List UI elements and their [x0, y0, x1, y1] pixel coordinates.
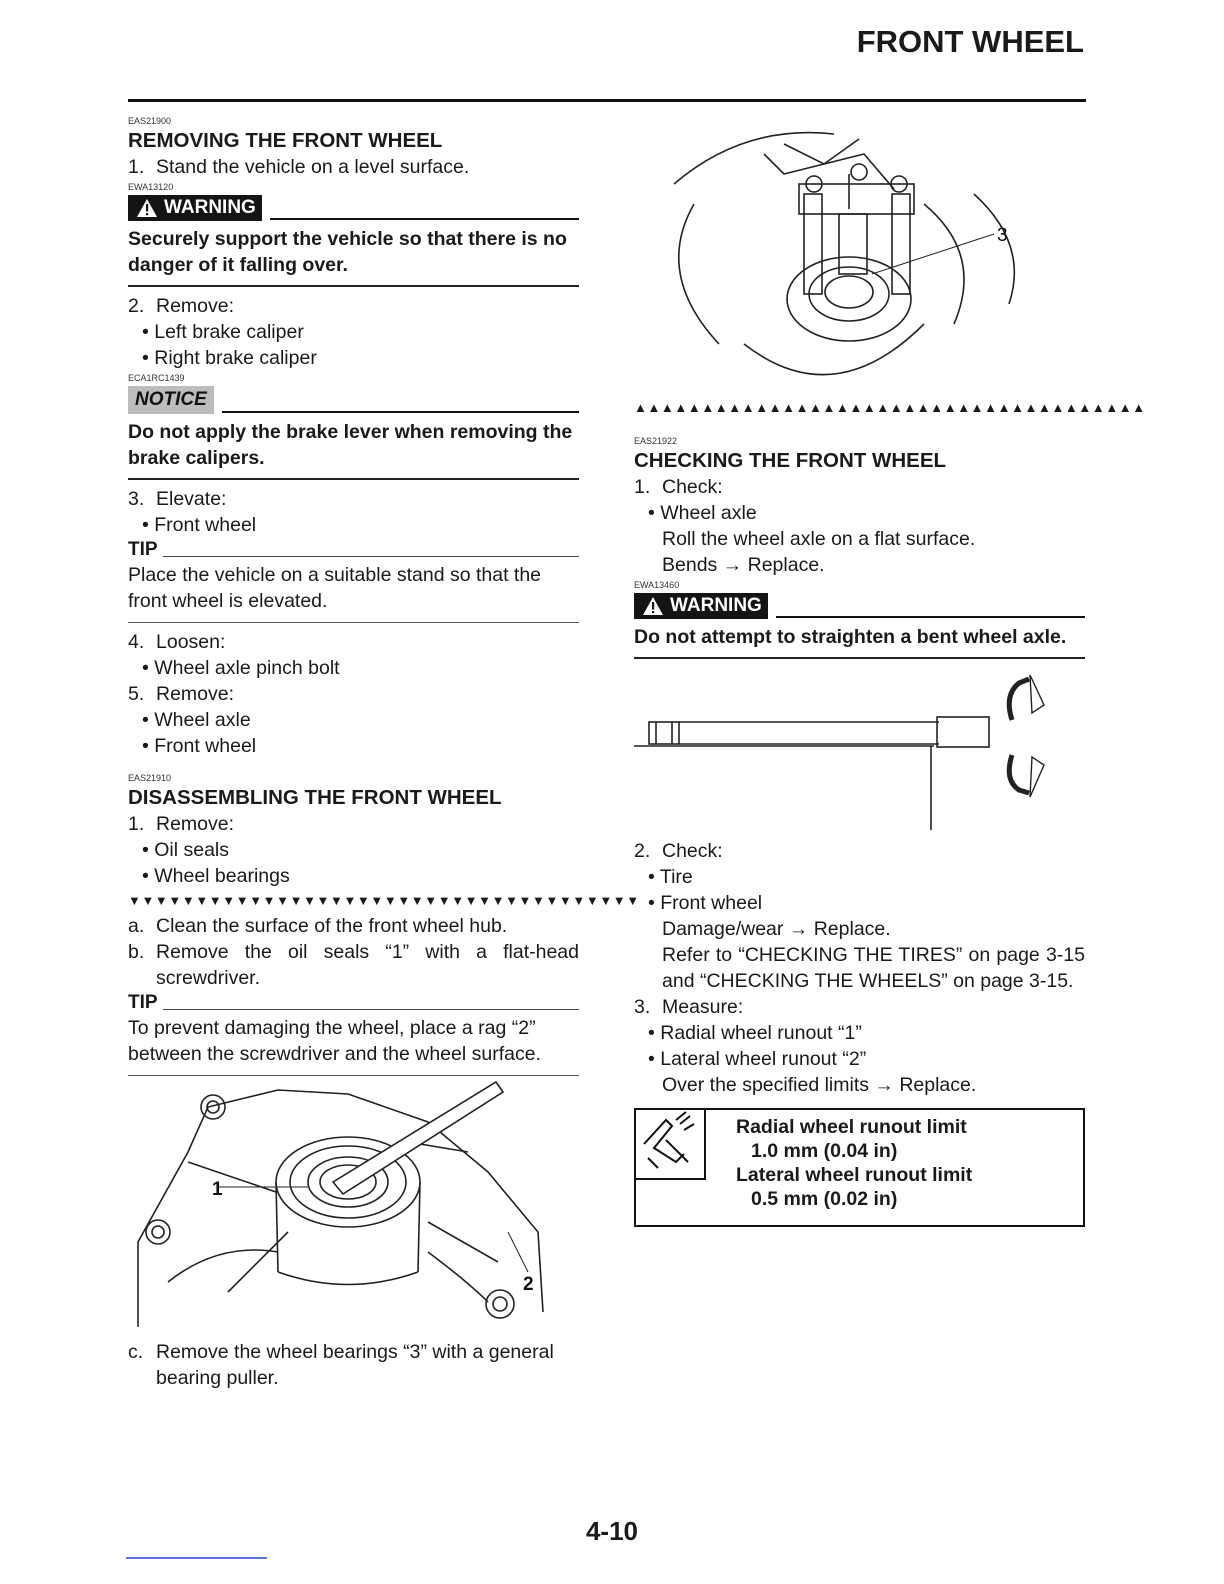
oil-seal-removal-illustration — [128, 1082, 579, 1327]
warning-header — [128, 195, 579, 221]
list-item: • Front wheel — [648, 892, 763, 914]
tip-header — [128, 538, 579, 562]
list-item: • Wheel axle — [648, 502, 757, 524]
lateral-runout-value: 0.5 mm (0.02 in) — [751, 1188, 898, 1210]
notice-header — [128, 386, 579, 414]
substep-a — [128, 913, 579, 939]
warning-text: Do not attempt to straighten a bent wheel axle. — [634, 626, 1067, 648]
step-text: Elevate: — [156, 488, 227, 510]
step-5 — [128, 681, 579, 707]
tip-rule — [128, 622, 579, 623]
list-item: • Wheel bearings — [142, 865, 290, 887]
section-title-removing: REMOVING THE FRONT WHEEL — [128, 129, 443, 152]
tip-line — [163, 1009, 579, 1010]
radial-runout-label: Radial wheel runout limit — [736, 1116, 967, 1138]
procedure-end-marker: ▲▲▲▲▲▲▲▲▲▲▲▲▲▲▲▲▲▲▲▲▲▲▲▲▲▲▲▲▲▲▲▲▲▲▲▲▲▲ — [634, 400, 1146, 415]
step-text: Clean the surface of the front wheel hub. — [156, 915, 508, 937]
warning-triangle-icon — [642, 596, 664, 616]
tip-rule — [128, 1075, 579, 1076]
tip-text: Place the vehicle on a suitable stand so that the front wheel is elevated. — [128, 564, 542, 612]
caliper-icon — [636, 1110, 702, 1176]
step-text: Remove the wheel bearings “3” with a general bearing puller. — [156, 1341, 554, 1389]
step-number: 5. — [128, 683, 145, 705]
step-number: b. — [128, 941, 145, 963]
page-number: 4-10 — [585, 1516, 639, 1546]
step-number: 2. — [634, 840, 651, 862]
step-number: 1. — [634, 476, 651, 498]
warning-label: WARNING — [164, 197, 256, 218]
detail-text: Refer to “CHECKING THE TIRES” on page 3-15 and “CHECKING THE WHEELS” on page 3-15. — [662, 944, 1085, 992]
step-3 — [634, 994, 1085, 1020]
step-number: 4. — [128, 631, 145, 653]
list-item: • Lateral wheel runout “2” — [648, 1048, 867, 1070]
step-2 — [128, 293, 579, 319]
step-text: Remove: — [156, 295, 235, 317]
list-item: • Oil seals — [142, 839, 230, 861]
list-item: • Wheel axle — [142, 709, 251, 731]
step-4 — [128, 629, 579, 655]
warning-triangle-icon — [136, 198, 158, 218]
list-item: • Front wheel — [142, 735, 257, 757]
section-code: EAS21900 — [128, 116, 172, 126]
step-text: Check: — [662, 840, 723, 862]
header-rule — [128, 99, 1086, 102]
list-item: • Wheel axle pinch bolt — [142, 657, 340, 679]
axle-roll-illustration — [634, 665, 1085, 830]
step-3 — [128, 486, 579, 512]
step-text: Remove the oil seals “1” with a flat-head screwdriver. — [156, 941, 579, 989]
warning-line — [776, 616, 1085, 618]
list-item: • Radial wheel runout “1” — [648, 1022, 862, 1044]
procedure-start-marker: ▼▼▼▼▼▼▼▼▼▼▼▼▼▼▼▼▼▼▼▼▼▼▼▼▼▼▼▼▼▼▼▼▼▼▼▼▼▼ — [128, 893, 640, 908]
step-number: 2. — [128, 295, 145, 317]
warning-label: WARNING — [670, 595, 762, 616]
spec-icon-cell — [636, 1110, 706, 1180]
warning-rule — [128, 285, 579, 287]
tip-label: TIP — [128, 992, 158, 1013]
warning-badge — [634, 593, 768, 619]
step-text: Remove: — [156, 813, 235, 835]
step-1 — [128, 811, 579, 837]
notice-text: Do not apply the brake lever when removing the brake calipers. — [128, 421, 573, 469]
warning-badge — [128, 195, 262, 221]
list-item: • Tire — [648, 866, 693, 888]
list-item: • Left brake caliper — [142, 321, 304, 343]
tip-header — [128, 991, 579, 1015]
figure-label-2: 2 — [523, 1274, 534, 1295]
footer-link-line[interactable] — [126, 1557, 267, 1559]
detail-text: Over the specified limits → Replace. — [662, 1074, 977, 1096]
notice-rule — [128, 478, 579, 480]
section-title-checking: CHECKING THE FRONT WHEEL — [634, 449, 947, 472]
spec-box — [634, 1108, 1085, 1227]
step-number: c. — [128, 1341, 144, 1363]
section-title-disassembling: DISASSEMBLING THE FRONT WHEEL — [128, 786, 502, 809]
tip-text: To prevent damaging the wheel, place a rag “2” between the screwdriver and the wheel surface. — [128, 1017, 541, 1065]
figure-label-1: 1 — [212, 1179, 223, 1200]
radial-runout-value: 1.0 mm (0.04 in) — [751, 1140, 898, 1162]
warning-text: Securely support the vehicle so that there is no danger of it falling over. — [128, 228, 567, 276]
step-text: Remove: — [156, 683, 235, 705]
detail-text: Roll the wheel axle on a flat surface. — [662, 528, 976, 550]
page-title: FRONT WHEEL — [856, 24, 1084, 59]
warning-code: EWA13120 — [128, 182, 174, 192]
notice-badge: NOTICE — [128, 386, 214, 414]
warning-code: EWA13460 — [634, 580, 680, 590]
step-number: 1. — [128, 813, 145, 835]
warning-line — [270, 218, 579, 220]
step-number: 3. — [634, 996, 651, 1018]
tip-line — [163, 556, 579, 557]
section-code: EAS21922 — [634, 436, 678, 446]
step-number: 3. — [128, 488, 145, 510]
right-column — [634, 114, 1146, 1227]
lateral-runout-label: Lateral wheel runout limit — [736, 1164, 973, 1186]
tip-label: TIP — [128, 539, 158, 560]
detail-text: Bends → Replace. — [662, 554, 825, 576]
step-text: Stand the vehicle on a level surface. — [156, 156, 470, 178]
figure-label-3: 3 — [997, 225, 1008, 246]
step-text: Loosen: — [156, 631, 226, 653]
detail-text: Damage/wear → Replace. — [662, 918, 891, 940]
substep-b — [128, 939, 579, 991]
step-1 — [128, 154, 579, 180]
list-item: • Right brake caliper — [142, 347, 317, 369]
step-text: Measure: — [662, 996, 744, 1018]
step-number: 1. — [128, 156, 145, 178]
notice-line — [222, 411, 579, 413]
notice-code: ECA1RC1439 — [128, 373, 185, 383]
step-text: Check: — [662, 476, 723, 498]
spec-text — [706, 1110, 972, 1225]
step-number: a. — [128, 915, 145, 937]
list-item: • Front wheel — [142, 514, 257, 536]
substep-c — [128, 1339, 579, 1391]
warning-header — [634, 593, 1085, 619]
section-code: EAS21910 — [128, 773, 172, 783]
warning-rule — [634, 657, 1085, 659]
bearing-puller-illustration — [634, 114, 1085, 394]
step-1 — [634, 474, 1085, 500]
left-column — [128, 114, 640, 1391]
step-2 — [634, 838, 1085, 864]
